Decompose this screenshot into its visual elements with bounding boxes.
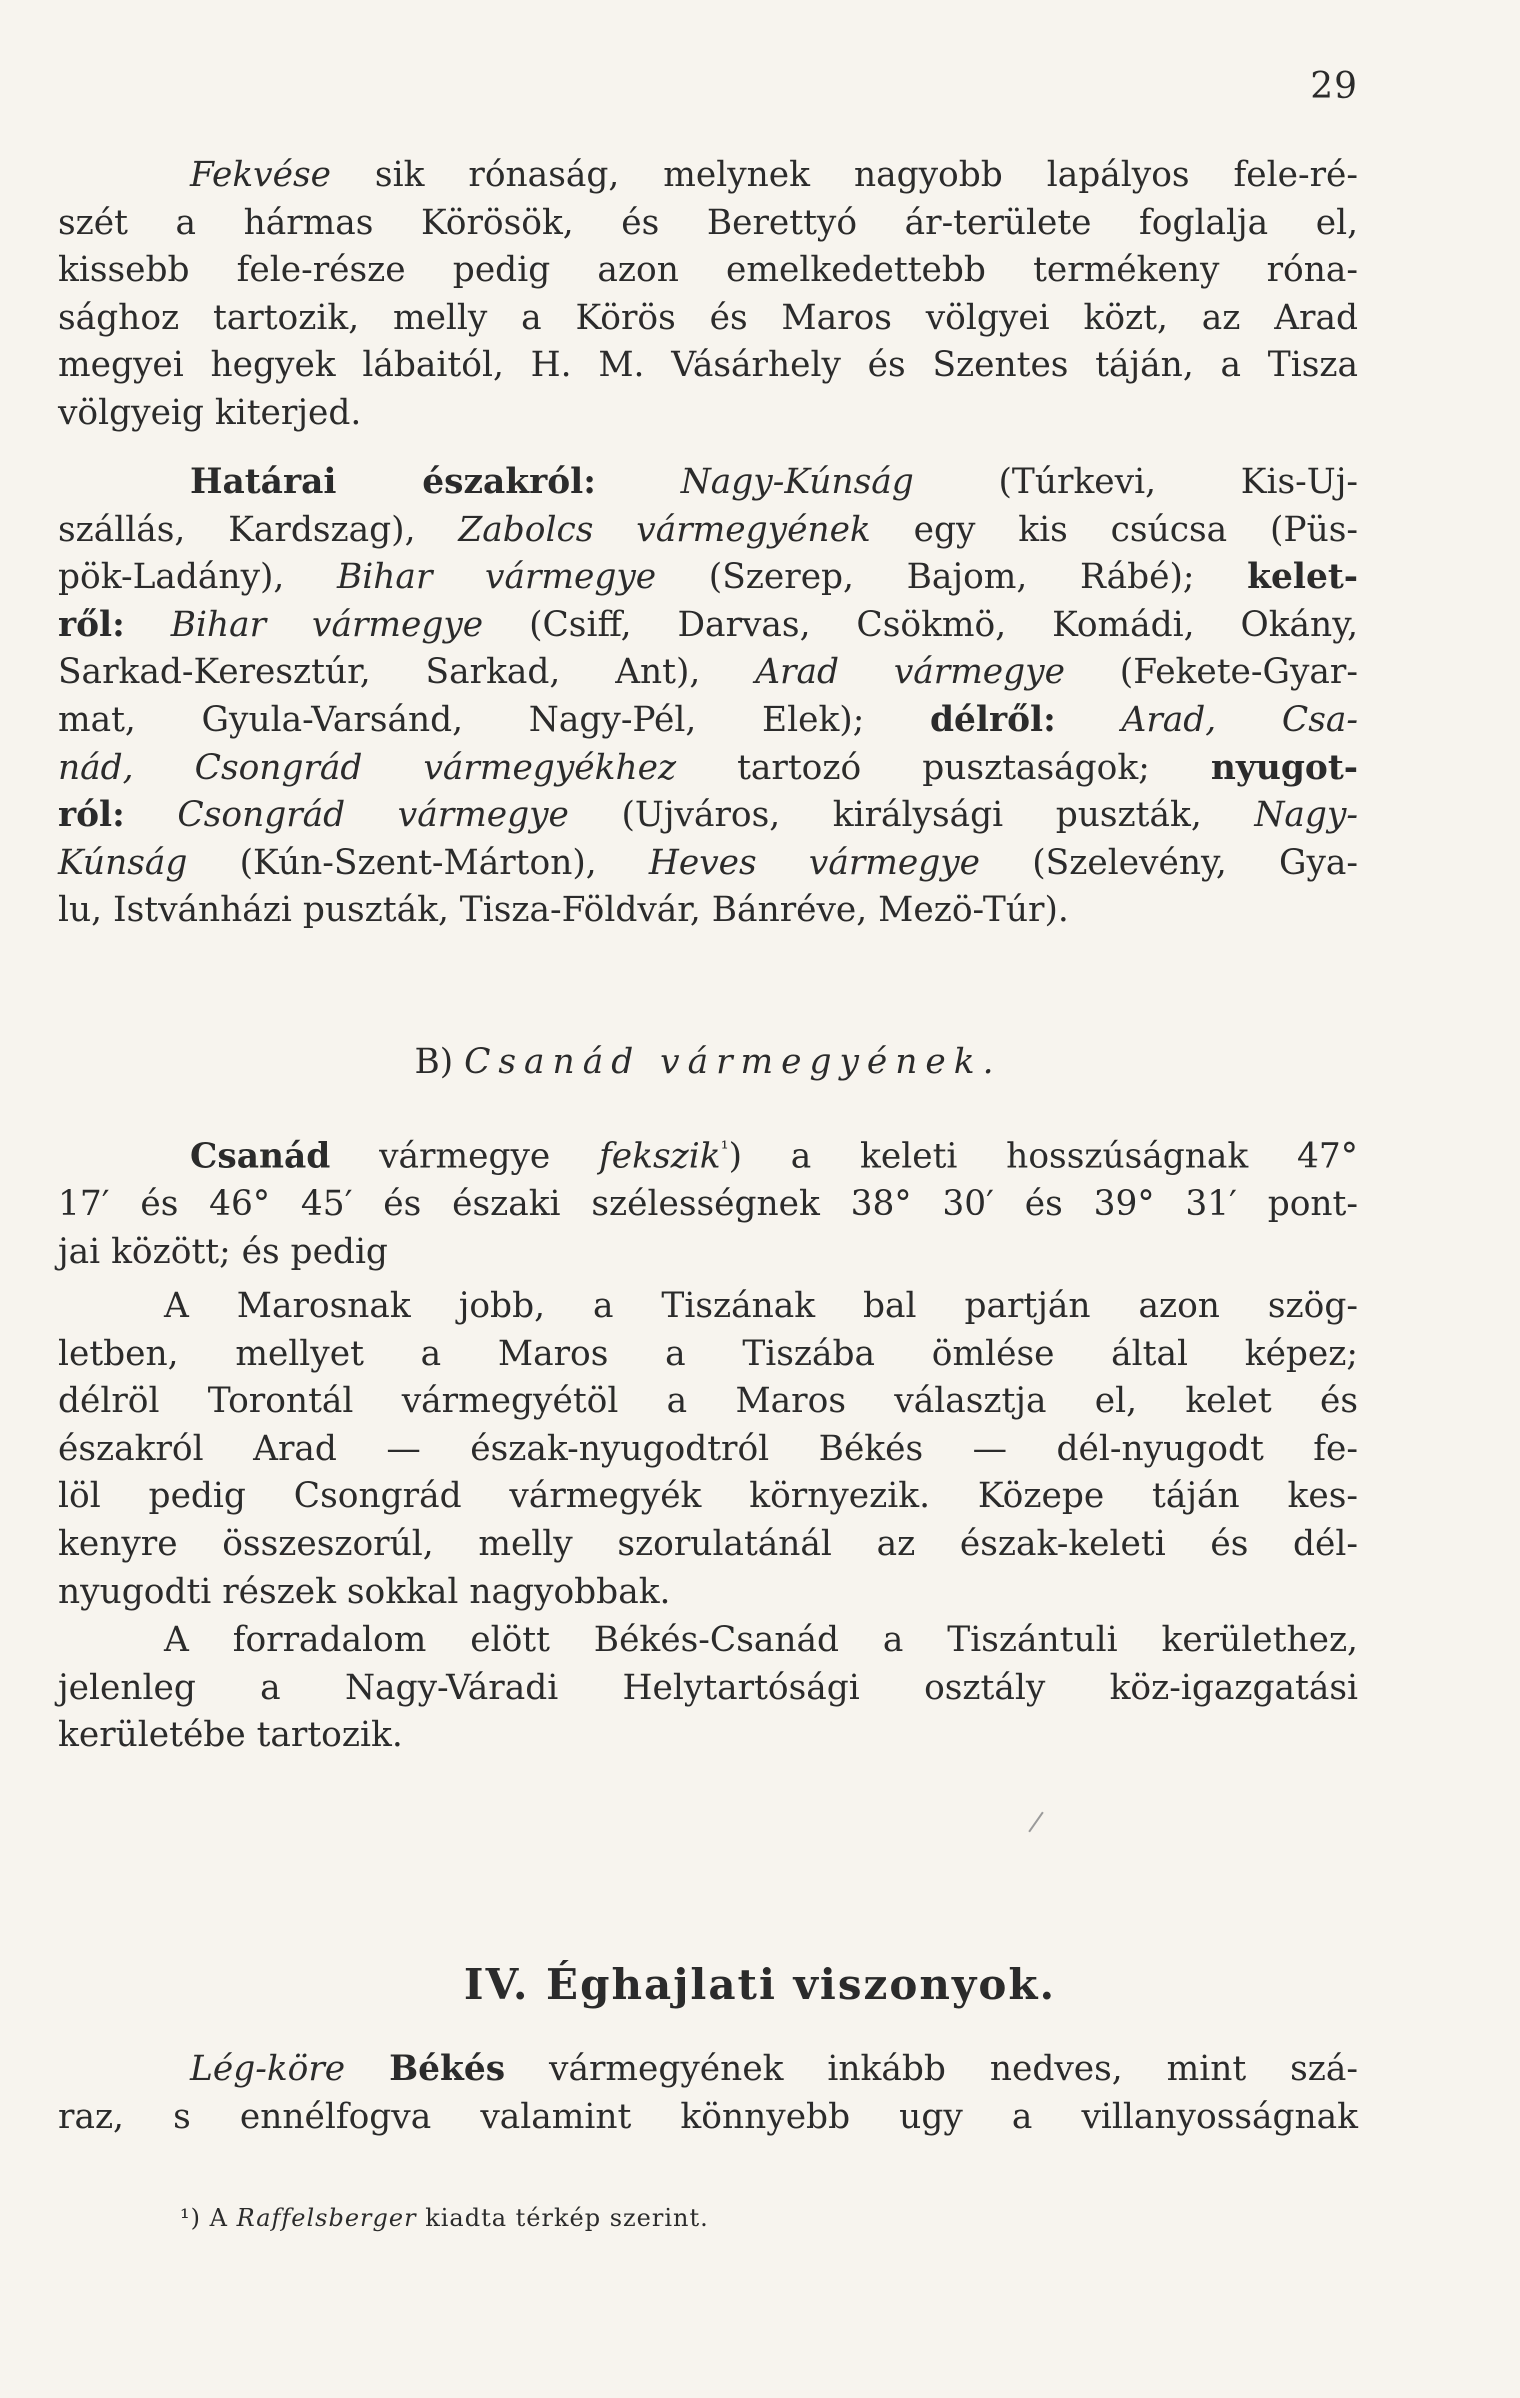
text-run: egy kis csúcsa (Püs- [870, 509, 1358, 550]
place-name: Csongrád vármegye [177, 795, 569, 836]
text-line [58, 840, 1358, 888]
page-number: 29 [1310, 66, 1358, 107]
text-run: Sarkad-Keresztúr, Sarkad, Ant), [58, 652, 756, 693]
paragraph-location [58, 152, 1358, 438]
text-line: jai között; és pedig [58, 1231, 388, 1272]
text-line: északról Arad — észak-nyugodtról Békés — dél-nyugodt fe- [58, 1428, 1358, 1469]
text-line [58, 792, 1358, 840]
term-nyugotrol: ról: [58, 795, 125, 836]
text-run: kiadta térkép szerint. [416, 2204, 709, 2232]
text-line [58, 459, 1358, 507]
text-run: pök-Ladány), [58, 557, 338, 598]
term-keletrol: ről: [58, 604, 125, 645]
place-name: Arad vármegye [755, 652, 1065, 693]
text-run [345, 2049, 389, 2089]
author-name: Raffelsberger [236, 2204, 417, 2232]
paragraph-climate [58, 2046, 1358, 2141]
paragraph-position [58, 1283, 1358, 1616]
term-keletrol: kelet- [1247, 557, 1358, 598]
text-run [596, 462, 681, 502]
text-line [58, 554, 1358, 602]
text-line: kissebb fele-része pedig azon emelkedettebb termékeny róna- [58, 250, 1358, 291]
text-line [58, 697, 1358, 745]
term-fekszik: fekszik [599, 1136, 721, 1177]
text-line: megyei hegyek lábaitól, H. M. Vásárhely és Szentes táján, a Tisza [58, 345, 1358, 386]
text-line: nyugodti részek sokkal nagyobbak. [58, 1571, 671, 1612]
text-line [58, 745, 1358, 793]
term-fekvese: Fekvése [190, 155, 331, 195]
paragraph-borders [58, 459, 1358, 935]
text-run [1056, 700, 1122, 740]
text-line [58, 2046, 1358, 2094]
text-line: kenyre összeszorúl, melly szorulatánál az észak-keleti és dél- [58, 1523, 1358, 1564]
text-line [58, 602, 1358, 650]
text-line: szét a hármas Körösök, és Berettyó ár-területe foglalja el, [58, 202, 1358, 243]
place-name: Nagy-Kúnság [680, 462, 914, 502]
term-hatarai: Határai északról: [190, 462, 596, 502]
text-line: A Marosnak jobb, a Tiszának bal partján azon szög- [164, 1286, 1358, 1326]
text-run [125, 605, 171, 645]
text-line: völgyeig kiterjed. [58, 392, 362, 433]
text-line: lu, Istvánházi puszták, Tisza-Földvár, Bánréve, Mezö-Túr). [58, 890, 1069, 931]
text-run: vármegye [330, 1136, 600, 1177]
text-run: (Szelevény, Gya- [980, 842, 1358, 883]
term-delrol: délről: [930, 699, 1056, 740]
print-speck [1028, 1812, 1043, 1833]
text-run: tartozó pusztaságok; [676, 747, 1211, 788]
text-run [125, 795, 178, 835]
text-run: mat, Gyula-Varsánd, Nagy-Pél, Elek); [58, 699, 930, 740]
section-heading: IV. Éghajlati viszonyok. [463, 1960, 1057, 2009]
paragraph-coordinates [58, 1125, 1358, 1276]
subheading-line [58, 1039, 1358, 1087]
place-name: Arad, Csa- [1121, 699, 1358, 740]
subheading-letter: B) [414, 1042, 465, 1082]
text-line: raz, s ennélfogva valamint könnyebb ugy a villanyosságnak [58, 2096, 1358, 2137]
text-run: (Kún-Szent-Márton), [187, 842, 649, 883]
text-line [58, 152, 1358, 200]
term-leg-kore: Lég-köre [190, 2049, 346, 2089]
text-line [58, 507, 1358, 555]
place-name: Bihar vármegye [337, 557, 657, 598]
text-line: délröl Torontál vármegyétöl a Maros választja el, kelet és [58, 1381, 1358, 1422]
text-line [58, 649, 1358, 697]
text-run: (Szerep, Bajom, Rábé); [656, 557, 1248, 598]
term-csanad: Csanád [190, 1136, 331, 1177]
place-name: Zabolcs vármegyének [458, 509, 871, 550]
text-run: vármegyének inkább nedves, mint szá- [505, 2049, 1359, 2089]
text-run: A [209, 2204, 237, 2232]
place-name: Kúnság [58, 842, 188, 883]
footnote [180, 2204, 1080, 2232]
text-line: A forradalom elött Békés-Csanád a Tiszántuli kerülethez, [164, 1620, 1358, 1660]
text-line [58, 1125, 1358, 1181]
place-name: Bihar vármegye [170, 604, 484, 645]
text-run: (Ujváros, királysági puszták, [568, 795, 1255, 836]
place-name: Heves vármegye [648, 842, 981, 883]
paragraph-administration [58, 1617, 1358, 1760]
term-nyugotrol: nyugot- [1210, 747, 1358, 788]
text-line: sághoz tartozik, melly a Körös és Maros völgyei közt, az Arad [58, 297, 1358, 338]
text-run: sik rónaság, melynek nagyobb lapályos fele-ré- [330, 155, 1358, 195]
text-run: (Túrkevi, Kis-Uj- [913, 462, 1358, 502]
text-run: (Csiff, Darvas, Csökmö, Komádi, Okány, [483, 604, 1359, 645]
text-line: 17′ és 46° 45′ és északi szélességnek 38° 30′ és 39° 31′ pont- [58, 1184, 1358, 1225]
text-line: jelenleg a Nagy-Váradi Helytartósági osztály köz-igazgatási [58, 1667, 1358, 1708]
place-name: nád, Csongrád vármegyékhez [58, 747, 677, 788]
text-run: ) a keleti hosszúságnak 47° [728, 1136, 1358, 1177]
subheading-csanad [58, 1039, 1358, 1087]
place-name: Nagy- [1254, 795, 1358, 836]
footnote-mark: ¹) [180, 2204, 210, 2232]
footnote-ref: ¹ [720, 1136, 729, 1160]
text-line: löl pedig Csongrád vármegyék környezik. Közepe táján kes- [58, 1476, 1358, 1517]
subheading-title: Csanád vármegyének. [464, 1042, 1002, 1082]
text-run: szállás, Kardszag), [58, 509, 459, 550]
text-run: (Fekete-Gyar- [1064, 652, 1358, 693]
term-bekes: Békés [389, 2049, 506, 2089]
text-line: letben, mellyet a Maros a Tiszába ömlése által képez; [58, 1333, 1358, 1374]
text-line: kerületébe tartozik. [58, 1715, 403, 1756]
